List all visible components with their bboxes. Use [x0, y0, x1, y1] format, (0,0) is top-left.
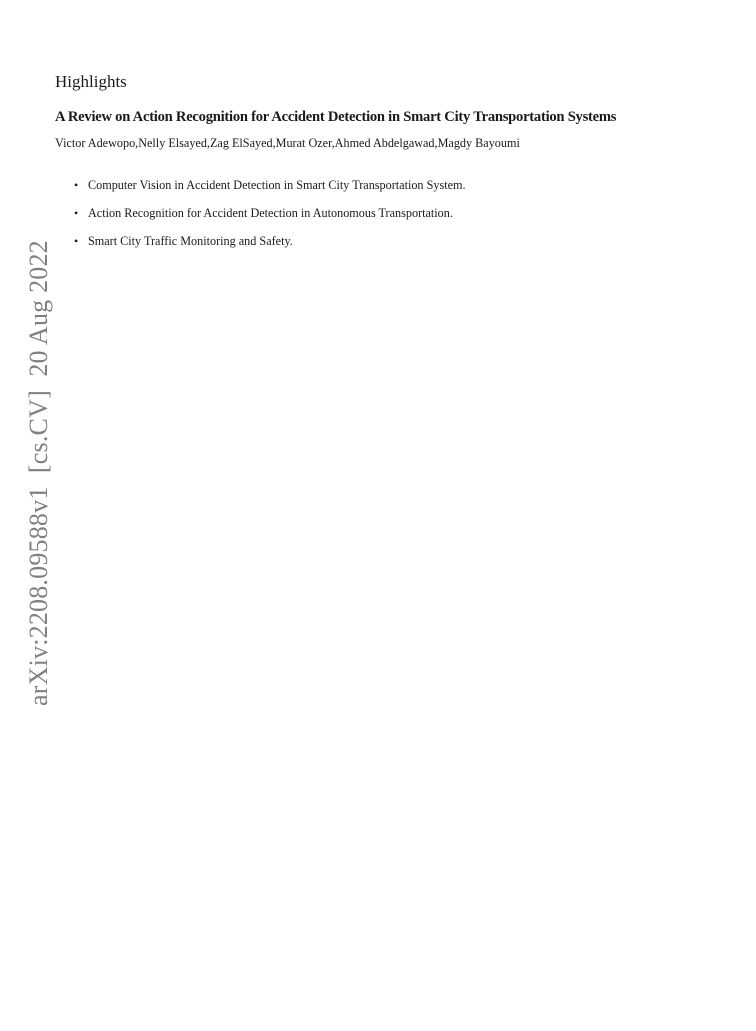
bullet-icon: •: [74, 234, 79, 248]
author-list: Victor Adewopo,Nelly Elsayed,Zag ElSayed,Murat Ozer,Ahmed Abdelgawad,Magdy Bayoumi: [55, 136, 520, 150]
highlight-item: [74, 178, 466, 206]
arxiv-category: [cs.CV]: [24, 390, 53, 474]
bullet-icon: •: [74, 178, 79, 192]
highlights-list: [74, 178, 466, 262]
paper-title: A Review on Action Recognition for Accident Detection in Smart City Transportation Systems: [55, 109, 617, 125]
bullet-icon: •: [74, 206, 79, 220]
highlight-text: Smart City Traffic Monitoring and Safety.: [88, 234, 293, 248]
highlights-heading: Highlights: [55, 72, 127, 91]
arxiv-id: arXiv:2208.09588v1: [24, 486, 53, 706]
highlight-item: [74, 206, 466, 234]
arxiv-date: 20 Aug 2022: [24, 240, 53, 377]
arxiv-side-stamp: [26, 240, 52, 706]
highlight-text: Action Recognition for Accident Detection in Autonomous Transportation.: [88, 206, 453, 220]
highlight-text: Computer Vision in Accident Detection in Smart City Transportation System.: [88, 178, 466, 192]
highlight-item: [74, 234, 466, 262]
